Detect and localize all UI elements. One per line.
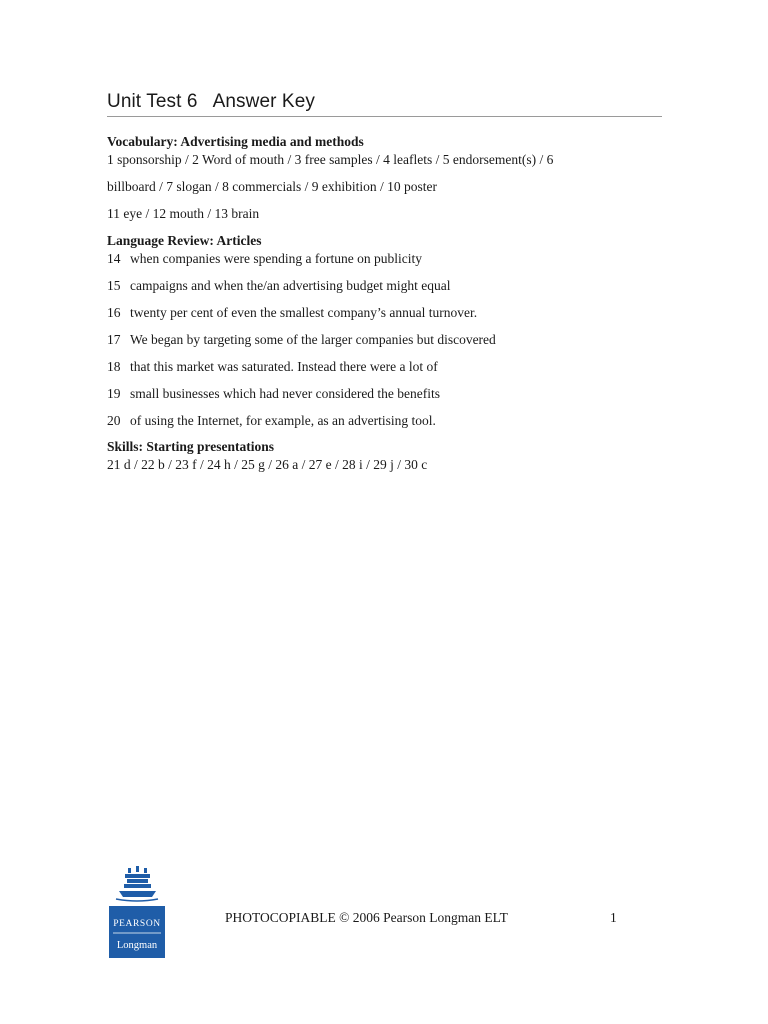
answer-item	[107, 250, 667, 277]
answer-line: 1 sponsorship / 2 Word of mouth / 3 free samples / 4 leaflets / 5 endorsement(s) / 6	[107, 152, 554, 167]
svg-text:PEARSON: PEARSON	[113, 919, 161, 929]
copyright-notice: PHOTOCOPIABLE © 2006 Pearson Longman ELT	[225, 910, 508, 925]
section-heading: Language Review: Articles	[107, 233, 262, 248]
item-number: 18	[107, 359, 121, 374]
pearson-longman-logo	[109, 866, 165, 958]
item-text: of using the Internet, for example, as an advertising tool.	[130, 413, 436, 428]
item-text: campaigns and when the/an advertising budget might equal	[130, 278, 451, 293]
answer-item	[107, 277, 667, 304]
title-divider	[107, 116, 662, 117]
item-number: 19	[107, 386, 121, 401]
item-number: 20	[107, 413, 121, 428]
item-text: We began by targeting some of the larger companies but discovered	[130, 332, 496, 347]
item-text: that this market was saturated. Instead there were a lot of	[130, 359, 438, 374]
ship-icon	[116, 866, 158, 901]
page-number: 1	[610, 910, 617, 925]
answer-item	[107, 304, 667, 331]
page-title: Unit Test 6 Answer Key	[107, 91, 315, 112]
item-text: when companies were spending a fortune on publicity	[130, 251, 423, 266]
item-text: small businesses which had never considered the benefits	[130, 386, 441, 401]
answer-line: 11 eye / 12 mouth / 13 brain	[107, 206, 260, 221]
answer-line: billboard / 7 slogan / 8 commercials / 9 exhibition / 10 poster	[107, 179, 437, 194]
section-heading: Vocabulary: Advertising media and methods	[107, 134, 364, 149]
svg-text:Longman: Longman	[116, 940, 158, 951]
item-number: 14	[107, 251, 121, 266]
answer-item	[107, 358, 667, 385]
item-number: 15	[107, 278, 121, 293]
answer-item	[107, 385, 667, 412]
skills-section	[107, 438, 667, 474]
answer-item	[107, 412, 667, 430]
vocabulary-section	[107, 133, 667, 223]
item-text: twenty per cent of even the smallest company’s annual turnover.	[130, 305, 478, 320]
answer-item	[107, 331, 667, 358]
language-review-section	[107, 232, 667, 430]
section-heading: Skills: Starting presentations	[107, 439, 275, 454]
item-number: 16	[107, 305, 121, 320]
item-number: 17	[107, 332, 121, 347]
answer-line: 21 d / 22 b / 23 f / 24 h / 25 g / 26 a / 27 e / 28 i / 29 j / 30 c	[107, 457, 428, 472]
